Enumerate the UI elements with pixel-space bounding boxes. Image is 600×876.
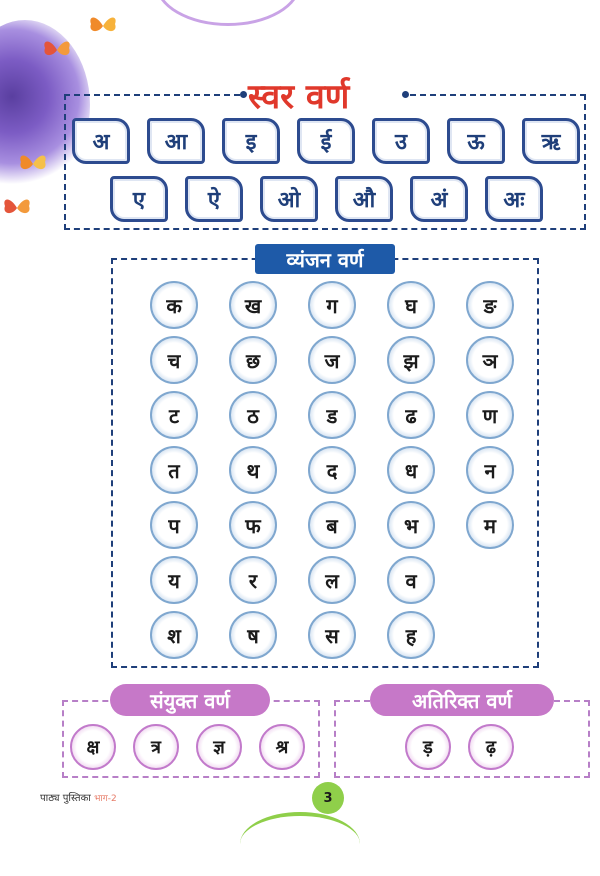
vowel-tile: ओ [260, 176, 318, 222]
consonant-tile: ञ [466, 336, 514, 384]
consonant-tile: ज [308, 336, 356, 384]
conjunct-tile: क्ष [70, 724, 116, 770]
consonant-tile: झ [387, 336, 435, 384]
page-number: 3 [312, 782, 344, 814]
consonant-tile: ग [308, 281, 356, 329]
consonant-tile: छ [229, 336, 277, 384]
vowel-tile: अ [72, 118, 130, 164]
vowel-tile: अः [485, 176, 543, 222]
consonant-tile: ल [308, 556, 356, 604]
consonant-tile: घ [387, 281, 435, 329]
consonant-tile: भ [387, 501, 435, 549]
conjunct-tile: श्र [259, 724, 305, 770]
footer-book-part: भाग-2 [94, 794, 117, 804]
vowel-tile: आ [147, 118, 205, 164]
vyanjan-title: व्यंजन वर्ण [255, 244, 395, 274]
extra-letter-tile: ड़ [405, 724, 451, 770]
butterfly-icon [42, 38, 72, 62]
consonant-tile: श [150, 611, 198, 659]
footer-book-name: पाठ्य पुस्तिका [40, 793, 91, 804]
vowel-tile: उ [372, 118, 430, 164]
conjunct-tile: ज्ञ [196, 724, 242, 770]
footer-wave-decoration [240, 812, 360, 876]
consonant-tile: ब [308, 501, 356, 549]
consonant-tile: व [387, 556, 435, 604]
sanyukt-title: संयुक्त वर्ण [110, 684, 270, 716]
swar-title: स्वर वर्ण [248, 77, 350, 117]
conjunct-tile: त्र [133, 724, 179, 770]
consonant-tile: य [150, 556, 198, 604]
consonant-tile: ष [229, 611, 277, 659]
consonant-tile: ड [308, 391, 356, 439]
consonant-tile: फ [229, 501, 277, 549]
consonant-tile: थ [229, 446, 277, 494]
consonant-tile: च [150, 336, 198, 384]
consonant-tile: ढ [387, 391, 435, 439]
consonant-tile: ह [387, 611, 435, 659]
butterfly-icon [2, 196, 32, 220]
consonant-tile: ख [229, 281, 277, 329]
vowel-tile: अं [410, 176, 468, 222]
consonant-tile: स [308, 611, 356, 659]
consonant-tile: ङ [466, 281, 514, 329]
consonant-tile: ट [150, 391, 198, 439]
footer-book-title [40, 790, 117, 804]
consonant-tile: ठ [229, 391, 277, 439]
consonant-tile: र [229, 556, 277, 604]
butterfly-icon [18, 152, 48, 176]
consonant-tile: क [150, 281, 198, 329]
top-arc-decoration [155, 0, 301, 26]
vowel-tile: इ [222, 118, 280, 164]
vowel-tile: ई [297, 118, 355, 164]
consonant-tile: म [466, 501, 514, 549]
vowel-tile: औ [335, 176, 393, 222]
consonant-tile: द [308, 446, 356, 494]
extra-letter-tile: ढ़ [468, 724, 514, 770]
atirikt-title: अतिरिक्त वर्ण [370, 684, 554, 716]
consonant-tile: प [150, 501, 198, 549]
vowel-tile: ए [110, 176, 168, 222]
butterfly-icon [88, 14, 118, 38]
consonant-tile: ध [387, 446, 435, 494]
vowel-tile: ऋ [522, 118, 580, 164]
vowel-tile: ऊ [447, 118, 505, 164]
consonant-tile: न [466, 446, 514, 494]
consonant-tile: ण [466, 391, 514, 439]
consonant-tile: त [150, 446, 198, 494]
vowel-tile: ऐ [185, 176, 243, 222]
